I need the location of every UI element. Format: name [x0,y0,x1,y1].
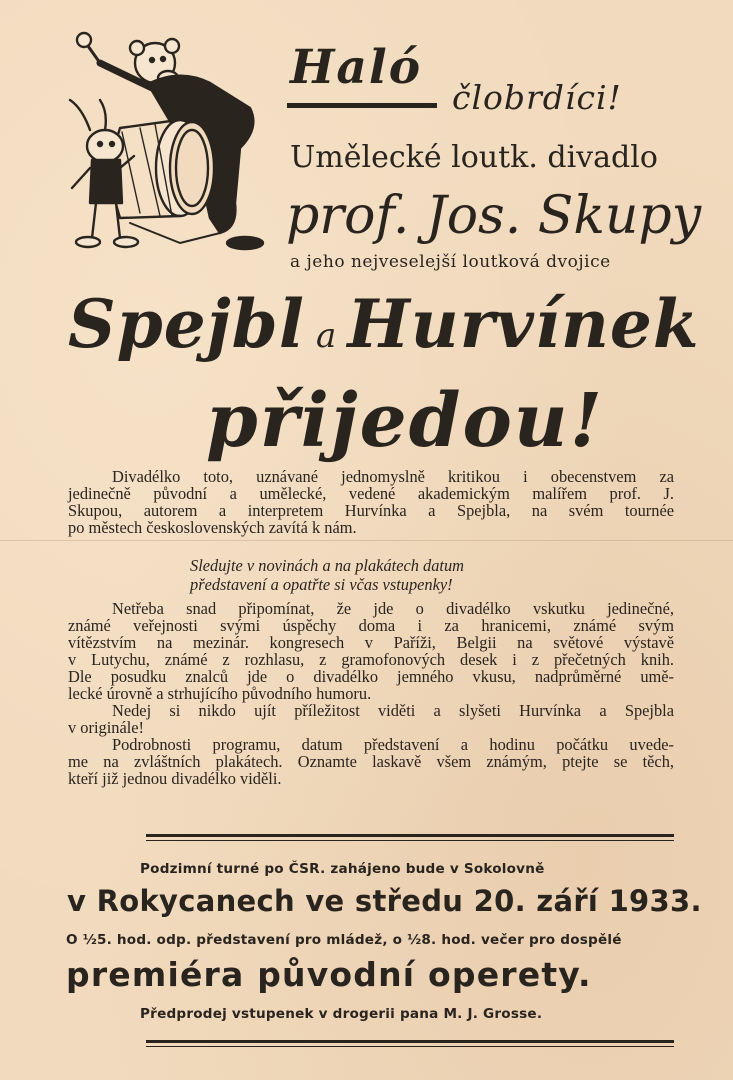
title-spejbl: Spejbl [68,285,305,363]
details-line: kteří již jednou divadélko viděli. [68,769,282,788]
details-line: Nedej si nikdo ujít příležitost viděti a slyšeti Hurvínka a Spejbla [112,701,674,720]
intro-paragraph [68,468,674,536]
spejbl-hurvinek-illustration [60,28,270,263]
title-a: a [316,316,337,356]
theatre-name: Umělecké loutk. divadlo [290,140,658,175]
intro-line: jedinečně původní a umělecké, vedené akademickým malířem prof. J. [68,484,674,503]
clobrdici-heading: člobrdíci! [452,78,622,117]
callout-line: Sledujte v novinách a na plakátech datum [190,556,465,575]
halo-underline [287,103,437,108]
top-rule-thick [146,834,674,837]
details-line: vítězstvím na mezinár. kongresech v Paříži, Belgii na světové výstavě [68,633,674,652]
halo-heading: Haló [290,40,423,95]
details-line: Netřeba snad připomínat, že jde o divadélko vskutku jedinečné, [112,599,674,618]
details-line: me na zvláštních plakátech. Oznamte laskavě všem známým, ptejte se těch, [68,752,674,771]
details-line: Dle posudku znalců jde o divadélko jemného vkusu, nadprůměrné umě- [68,667,674,686]
intro-line: Skupou, autorem a interpretem Hurvínka a Spejbla, na svém tournée [68,501,674,520]
top-rule-thin [146,840,674,841]
paper-fold [0,540,733,541]
details-line: v originále! [68,718,145,737]
presale-info: Předprodej vstupenek v drogerii pana M. J. Grosse. [140,1006,543,1022]
premiere-line: premiéra původní operety. [66,955,592,994]
intro-line: po městech československých zavítá k nám. [68,518,357,537]
duo-subtitle: a jeho nejveselejší loutková dvojice [290,252,611,272]
details-paragraph [68,600,674,787]
callout-line: představení a opatřte si včas vstupenky! [190,575,453,594]
professor-name: prof. Jos. Skupy [286,186,702,246]
callout-notice [190,556,610,594]
main-title [68,285,700,363]
city-date: v Rokycanech ve středu 20. září 1933. [67,884,702,918]
details-line: Podrobnosti programu, datum představení a hodinu počátku uvede- [112,735,674,754]
bottom-rule-thin [146,1046,674,1047]
details-line: lecké úrovně a strhujícího původního humoru. [68,684,372,703]
tour-announcement: Podzimní turné po ČSR. zahájeno bude v Sokolovně [140,861,545,877]
details-line: v Lutychu, známé z rozhlasu, z gramofonových desek i z přečetných knih. [68,650,674,669]
show-times: O ½5. hod. odp. představení pro mládež, o ½8. hod. večer pro dospělé [66,932,622,948]
details-line: známé veřejnosti svými úspěchy doma i za hranicemi, známé svým [68,616,674,635]
title-hurvinek: Hurvínek [347,285,700,363]
intro-line: Divadélko toto, uznávané jednomyslně kritikou i obecenstvem za [112,467,674,486]
bottom-rule-thick [146,1040,674,1043]
title-prijedou: přijedou! [206,378,605,464]
